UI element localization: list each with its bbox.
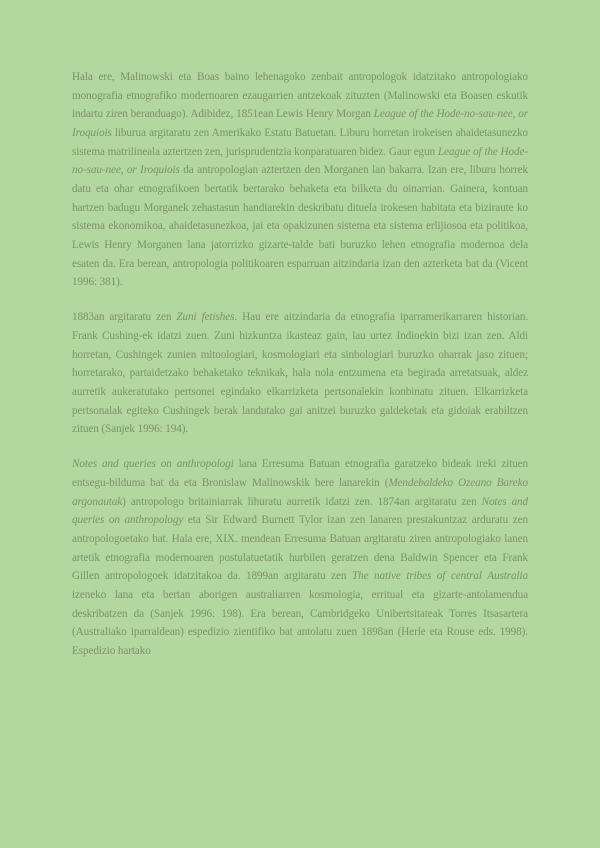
- book-title-notes-2: Notes and queries on anthropology: [72, 495, 528, 527]
- text-body: [72, 68, 528, 677]
- paragraph-1-run-5: da antropologian aztertzen den Morganen lan bakarra. Izan ere, liburu horrek datu eta ohar etnografikoen bertatik bertarako behaketa eta bilketa du oinarrian. Gainera, kontuan hartzen badugu Morganek zehastasun handiarekin deskribatu dituela irokesen habitata eta biziraute ko sistema ekonomikoa, ahaidetasunezkoa, jai eta opakizunen sistema eta sistema erlijiosoa eta politikoa, Lewis Henry Morganen lana jatorrizko gizarte-talde bati buruzko lehen etnografia modernoa dela esaten da. Era berean, antropologia politikoaren esparruan aitzindaria izan den azterketa bat da (Vicent 1996: 381).: [72, 164, 528, 289]
- paragraph-3-run-2: lana Erresuma Batuan etnografia garatzeko bideak ireki zituen entsegu-bilduma bat da eta Bronislaw Malinowskik bere lanarekin (: [72, 458, 528, 490]
- paragraph-3-run-4: ) antropologo britainiarrak lihuratu aurretik idatzi zen. 1874an argitaratu zen: [122, 495, 482, 508]
- book-title-league-2: League of the Hode-no-sau-nee, or Iroquiois: [72, 145, 528, 177]
- paragraph-1: [72, 68, 528, 292]
- paragraph-3-run-6: eta Sir Edward Burnett Tylor izan zen lanaren prestakuntzaz arduratu zen antropologoetako bat. Hala ere, XIX. mendean Erresuma Batuan argitaratu ziren antropologiako lanen artetik etnografia modernoaren postulatuetatik hurbilen geratzen dena Baldwin Spencer eta Frank Gillen antropologoek idatzitakoa da. 1899an argitaratu zen: [72, 514, 528, 583]
- book-title-league: League of the Hode-no-sau-nee, or Iroquiois: [72, 108, 528, 139]
- paragraph-3: [72, 455, 528, 660]
- book-title-argonautak: Mendebaldeko Ozeano Bareko argonautak: [72, 477, 528, 508]
- paragraph-2-run-3: . Hau ere aitzindaria da etnografia iparramerikarraren historian. Frank Cushing-ek idatzi zuen. Zuni hizkuntza ikasteaz gain, lau urtez Indioekin bizi izan zen. Aldi horretan, Cushingek zunien mitoologiari, kosmologiari eta sinbologiari buruzko oharrak jaso zituen; horretarako, partaidetzako behaketako teknikak, hala nola entzumena eta begirada arretatsuak, aldez aurretik aukeratutako pertsonei egindako elkarrizketa pertsonalekin konbinatu zituen. Elkarrizketa pertsonalak egiteko Cushingek berak landutako gai anitzei buruzko galdeketak eta gidoiak erabiltzen zituen (Sanjek 1996: 194).: [72, 311, 529, 436]
- paragraph-1-run-3: liburua argitaratu zen Amerikako Estatu Batuetan. Liburu horretan irokeisen ahaidetasunezko sistema matrilineala aztertzen zen, jurisprudentzia konparatuaren bidez. Gaur egun: [72, 126, 528, 158]
- paragraph-3-run-8: izeneko lana eta bertan aborigen australiarren kosmologia, erritual eta gizarte-antolamendua deskribatzen da (Sanjek 1996: 198). Era berean, Cambridgeko Unibertsitateak Torres Itsasartera (Australiako iparraldean) espedizio zientifiko bat antolatu zuen 1898an (Herle eta Rouse eds. 1998). Espedizio hartako: [72, 589, 528, 658]
- book-title-native-tribes: The native tribes of central Australia: [351, 570, 528, 583]
- book-title-zuni: Zuni fetishes: [176, 311, 235, 324]
- paragraph-1-run-1: Hala ere, Malinowski eta Boas baino lehenagoko zenbait antropologok idatzitako antropologiako monografia etnografiko modernoaren ezaugarrien antzekoak zituzten (Malinowski eta Boasen eskutik indartu ziren beranduago). Adibidez, 1851ean Lewis Henry Morgan: [72, 71, 528, 121]
- paragraph-2-run-1: 1883an argitaratu zen: [72, 311, 177, 324]
- paragraph-2: [72, 308, 528, 439]
- book-title-notes: Notes and queries on anthropologi: [72, 458, 234, 471]
